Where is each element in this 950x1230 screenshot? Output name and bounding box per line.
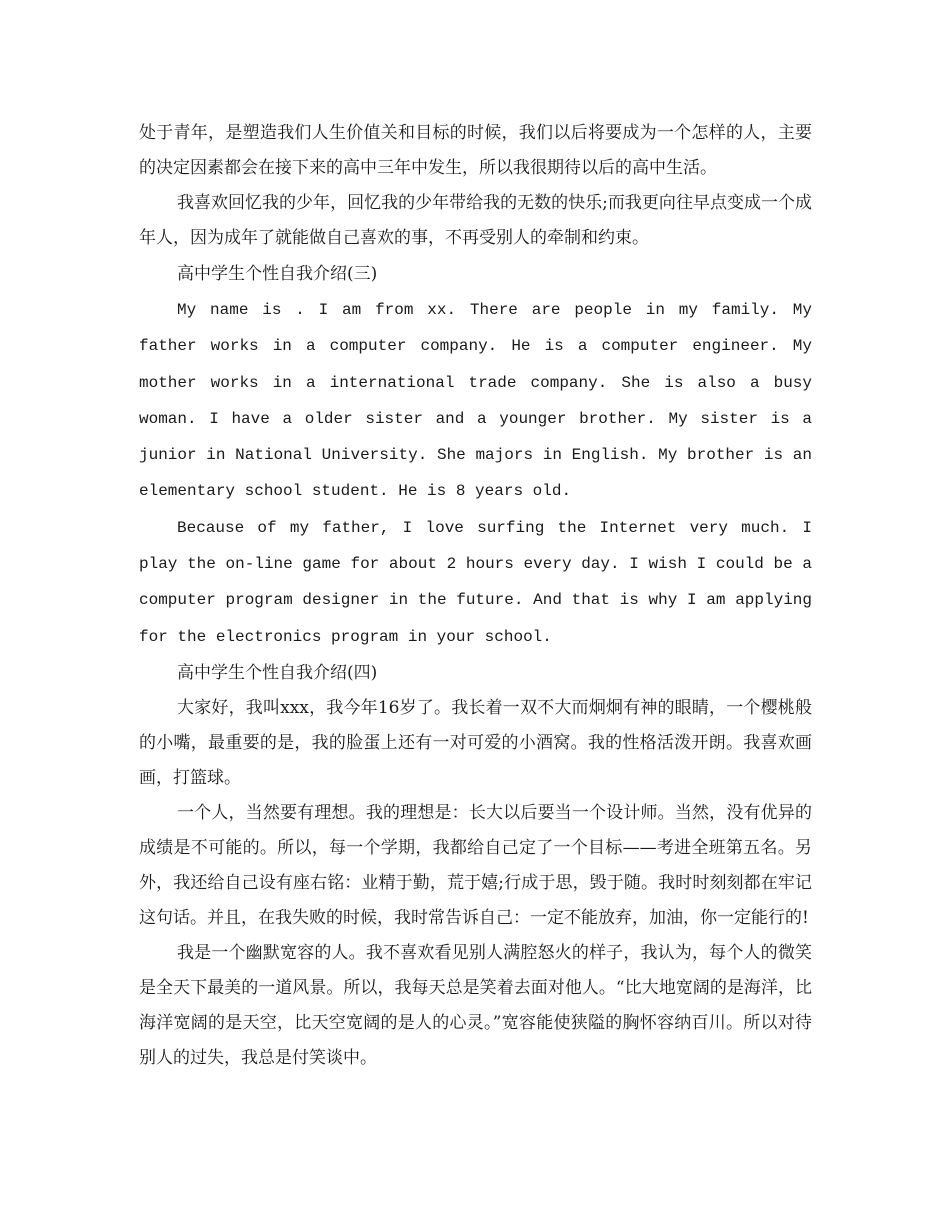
paragraph-self-intro: 大家好，我叫xxx，我今年16岁了。我长着一双不大而炯炯有神的眼睛，一个樱桃般的小嘴，最重要的是，我的脸蛋上还有一对可爱的小酒窝。我的性格活泼开朗。我喜欢画画，打篮球。 — [139, 697, 812, 788]
paragraph-recall-childhood: 我喜欢回忆我的少年，回忆我的少年带给我的无数的快乐;而我更向往早点变成一个成年人，因为成年了就能做自己喜欢的事，不再受别人的牵制和约束。 — [139, 193, 812, 248]
section-heading-3: 高中学生个性自我介绍(三) — [177, 264, 378, 284]
section-heading-4: 高中学生个性自我介绍(四) — [177, 662, 378, 683]
paragraph-english-internet: Because of my father, I love surfing the Internet very much. I play the on-line game for about 2 hours every day. I wish I could be a computer program designer in the future. And that is why I am applying for the electronics program in your school. — [139, 518, 812, 646]
paragraph-english-family: My name is . I am from xx. There are people in my family. My father works in a computer company. He is a computer engineer. My mother works in a international trade company. She is also a busy woman. I have a older sister and a younger brother. My sister is a junior in National University. She majors in English. My brother is an elementary school student. He is 8 years old. — [139, 301, 812, 501]
paragraph-youth-values: 处于青年，是塑造我们人生价值关和目标的时候，我们以后将要成为一个怎样的人，主要的决定因素都会在接下来的高中三年中发生，所以我很期待以后的高中生活。 — [139, 123, 812, 178]
paragraph-humor-tolerance: 我是一个幽默宽容的人。我不喜欢看见别人满腔怒火的样子，我认为，每个人的微笑是全天下最美的一道风景。所以，我每天总是笑着去面对他人。“比大地宽阔的是海洋，比海洋宽阔的是天空，比天空宽阔的是人的心灵。”宽容能使狭隘的胸怀容纳百川。所以对待别人的过失，我总是付笑谈中。 — [139, 942, 812, 1068]
paragraph-ideal: 一个人，当然要有理想。我的理想是：长大以后要当一个设计师。当然，没有优异的成绩是不可能的。所以，每一个学期，我都给自己定了一个目标——考进全班第五名。另外，我还给自己设有座右铭：业精于勤，荒于嬉;行成于思，毁于随。我时时刻刻都在牢记这句话。并且，在我失败的时候，我时常告诉自己：一定不能放弃，加油，你一定能行的! — [139, 802, 812, 928]
document-body — [139, 116, 812, 1076]
